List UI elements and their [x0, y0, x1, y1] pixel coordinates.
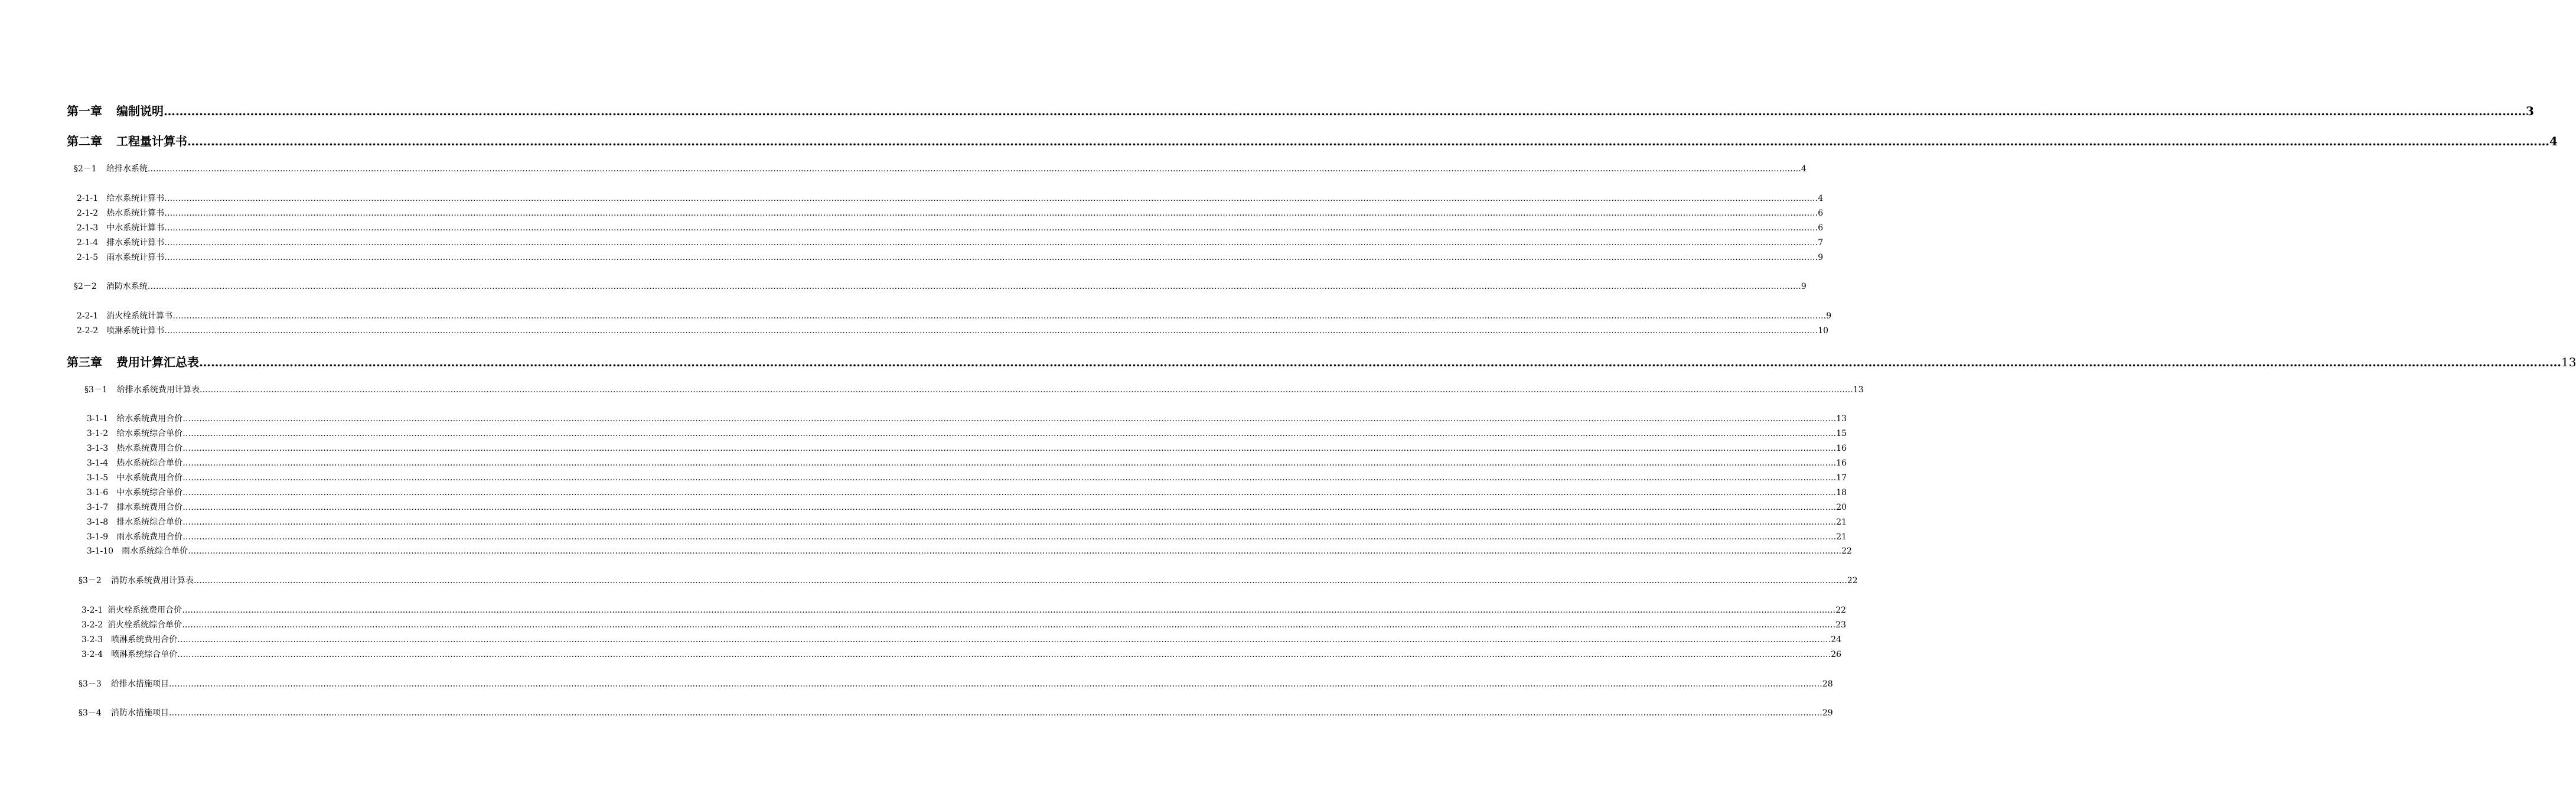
toc-item-3-1-7[interactable] — [87, 501, 1847, 513]
toc-label — [87, 545, 188, 557]
toc-label — [77, 192, 164, 204]
dot-leader: …………………………………………………………………………………………………………………………………………………………………………………………………………………………………………………………………………………………………………………………………………………………………………………………………………………………………………………………………………………………………………………………………………………… — [164, 253, 1818, 262]
item-title: 排水系统费用合价 — [116, 503, 183, 512]
toc-label — [74, 280, 148, 292]
page-number: 23 — [1835, 620, 1847, 630]
item-number: 2-1-1 — [77, 194, 99, 203]
toc-label — [77, 236, 164, 248]
dot-leader: …………………………………………………………………………………………………………………………………………………………………………………………………………………………………………………………………………………………………………………………………………………………………………………………………………………………………………………………………………………………………………………………………………………… — [182, 473, 1837, 483]
toc-item-2-2-2[interactable] — [77, 324, 1829, 336]
section-number: §3－2 — [79, 576, 102, 585]
section-number: §2－1 — [74, 164, 97, 174]
dot-leader: …………………………………………………………………………………………………………………………………………………………………………………………………………………………………………………………………………………………………………………………………………………………………………………………………………………………………………………………………………………………………………………………………………………… — [147, 164, 1801, 174]
toc-label — [81, 648, 177, 660]
dot-leader: …………………………………………………………………………………………………………………………………………………………………………………………………………………………………………………………………………………………………………………………………………………………………………………………………………………………………………………………………………………………………………………………………………………… — [182, 429, 1837, 438]
page-number: 22 — [1835, 606, 1847, 615]
item-number: 3-2-4 — [81, 650, 103, 659]
toc-label — [77, 251, 164, 263]
section-title: 给排水系统 — [106, 164, 148, 174]
toc-section-2-1[interactable] — [74, 162, 1807, 174]
item-title: 雨水系统费用合价 — [116, 532, 183, 542]
item-title: 给水系统综合单价 — [116, 429, 183, 438]
toc-item-2-1-3[interactable] — [77, 222, 1824, 233]
page-number: 4 — [2549, 134, 2558, 148]
toc-item-3-2-2[interactable] — [81, 619, 1847, 630]
toc-item-3-2-4[interactable] — [81, 648, 1842, 660]
section-title: 消防水系统 — [106, 282, 148, 291]
item-title: 喷淋系统计算书 — [106, 326, 165, 336]
item-number: 3-2-2 — [81, 620, 103, 630]
dot-leader: …………………………………………………………………………………………………………………………………………………………………………………………………………………………………………………………………………………………………………………………………………………………………………………………………………………………………………………………………………………………………………………………………………………… — [164, 194, 1818, 203]
dot-leader: …………………………………………………………………………………………………………………………………………………………………………………………………………………………………………………………………………………………………………………………………………………………………………………………………………………………………………………………………………………………………………………………………………………… — [164, 326, 1818, 336]
item-number: 2-2-1 — [77, 311, 99, 321]
page-number: 17 — [1836, 473, 1847, 483]
page-number: 15 — [1836, 429, 1847, 438]
toc-label — [81, 604, 182, 616]
chapter-number: 第二章 — [67, 134, 102, 148]
chapter-title: 工程量计算书 — [116, 134, 187, 148]
toc-label — [79, 678, 169, 689]
toc-item-3-2-3[interactable] — [81, 633, 1842, 645]
item-title: 给水系统计算书 — [106, 194, 165, 203]
dot-leader: …………………………………………………………………………………………………………………………………………………………………………………………………………………………………………………………………………………………………………………………………………………………………………………………………………………………………………………………………………………………………………………………………………………… — [182, 503, 1837, 512]
page-number: 13 — [1853, 385, 1864, 395]
page-number: 4 — [1801, 164, 1807, 174]
dot-leader: …………………………………………………………………………………………………………………………………………………………………………………………………………………………………………………………………………………………………………………………………………………………………………………………………………………………………………………………………………………………………………………………………………………… — [193, 576, 1847, 585]
item-title: 热水系统费用合价 — [116, 444, 183, 453]
toc-label — [77, 324, 164, 336]
item-title: 消火栓系统费用合价 — [107, 606, 182, 615]
dot-leader: …………………………………………………………………………………………………………………………………………………………………………………………………………………………………………………………………………………………………………………………………………………………………………………………………………………………………………………………………………………………………………………………………………………… — [182, 620, 1836, 630]
dot-leader: …………………………………………………………………………………………………………………………………………………………………………………………………………………………………………………………………………………………………………………………………………………………………………………………………………………………………………………………………………………………………………………………………………………… — [182, 444, 1837, 453]
toc-label — [81, 633, 177, 645]
dot-leader: …………………………………………………………………………………………………………………………………………………………………………………………………………………………………………………………………………………………………………………………………………………………………………………………………………………………………………………………………………………………………………………………………………………… — [172, 311, 1827, 321]
toc-label — [77, 207, 164, 219]
toc-label — [87, 486, 182, 498]
dot-leader: …………………………………………………………………………………………………………………………………………………………………………………………………………………………………………………………………………………………………………………………………………………………………………………………………………………………………………………………………………………………………………………………………………………… — [164, 238, 1818, 248]
page-number: 6 — [1818, 223, 1824, 233]
toc-label — [87, 531, 182, 542]
dot-leader: …………………………………………………………………………………………………………………………………………………………………………………………………………………………………………………………………………………………………………………………………………………………………………………………………………………………………………………………………………………………………………………………………………………… — [168, 679, 1822, 689]
item-title: 中水系统计算书 — [106, 223, 165, 233]
toc-label — [87, 471, 182, 483]
page-number: 20 — [1836, 503, 1847, 512]
item-number: 2-1-2 — [77, 209, 99, 218]
toc-label — [84, 383, 200, 395]
page-number: 13 — [1836, 414, 1847, 424]
dot-leader: …………………………………………………………………………………………………………………………………………………………………………………………………………………………………………………………………………………………………………………………………………………………………………………………………………………………………………………………………………………………………………………………………………………… — [182, 458, 1837, 468]
dot-leader: …………………………………………………………………………………………………………………………………………………………………………………………………………………………………………………………………………………………………………………………………………………………………………………………………………………………………………………………………………………………………………………………………………………… — [182, 488, 1837, 497]
section-number: §2－2 — [74, 282, 97, 291]
chapter-number: 第三章 — [67, 355, 102, 369]
section-number: §3－3 — [79, 679, 102, 689]
item-title: 喷淋系统费用合价 — [111, 635, 178, 645]
item-number: 3-1-5 — [87, 473, 109, 483]
toc-item-3-1-2[interactable] — [87, 427, 1847, 439]
item-title: 给水系统费用合价 — [116, 414, 183, 424]
toc-label — [81, 619, 182, 630]
chapter-number: 第一章 — [67, 104, 102, 118]
chapter-title: 费用计算汇总表 — [116, 355, 199, 369]
item-title: 中水系统费用合价 — [116, 473, 183, 483]
toc-chapter-3[interactable] — [67, 353, 2576, 369]
page-number: 26 — [1831, 650, 1842, 659]
toc-item-3-1-6[interactable] — [87, 486, 1847, 498]
item-title: 雨水系统综合单价 — [122, 546, 188, 556]
page-number: 9 — [1826, 311, 1832, 321]
dot-leader: …………………………………………………………………………………………………………………………………………………………………………………………………………………………………………………………………………………………………………………………………………………………………………………………………………………………………………………………………………………………………………………………………………………… — [188, 546, 1842, 556]
toc-label — [87, 442, 182, 454]
dot-leader: …………………………………………………………………………………………………………………………………………………………………………………………………………………………………………………………………………………………………………………………………………………………………………………………………………………………………………………………………………………………………………………………………………………… — [164, 104, 2526, 118]
page-number: 18 — [1836, 488, 1847, 497]
toc-item-3-1-8[interactable] — [87, 516, 1847, 528]
toc-item-3-1-4[interactable] — [87, 457, 1847, 468]
toc-chapter-1[interactable] — [67, 102, 2534, 118]
section-number: §3－1 — [84, 385, 107, 395]
toc-item-3-1-3[interactable] — [87, 442, 1847, 454]
item-number: 3-1-3 — [87, 444, 109, 453]
item-title: 热水系统综合单价 — [116, 458, 183, 468]
page-number: 21 — [1836, 518, 1847, 527]
toc-section-3-3[interactable] — [79, 678, 1833, 689]
dot-leader: …………………………………………………………………………………………………………………………………………………………………………………………………………………………………………………………………………………………………………………………………………………………………………………………………………………………………………………………………………………………………………………………………………………… — [199, 355, 2561, 369]
section-title: 消防水措施项目 — [110, 708, 169, 718]
toc-chapter-2[interactable] — [67, 132, 2558, 148]
page-number: 28 — [1822, 679, 1833, 689]
toc-label — [87, 427, 182, 439]
toc-item-2-2-1[interactable] — [77, 310, 1832, 321]
page-number: 21 — [1836, 532, 1847, 542]
dot-leader: …………………………………………………………………………………………………………………………………………………………………………………………………………………………………………………………………………………………………………………………………………………………………………………………………………………………………………………………………………………………………………………………………………………… — [182, 532, 1837, 542]
item-number: 3-2-1 — [81, 606, 103, 615]
page-number: 29 — [1822, 708, 1833, 718]
toc-section-2-2[interactable] — [74, 280, 1807, 292]
chapter-title: 编制说明 — [116, 104, 164, 118]
page-number: 24 — [1831, 635, 1842, 645]
page-number: 9 — [1801, 282, 1807, 291]
section-title: 给排水措施项目 — [110, 679, 169, 689]
page-number: 13 — [2561, 355, 2576, 369]
page-number: 7 — [1818, 238, 1824, 248]
toc-item-2-1-5[interactable] — [77, 251, 1824, 263]
toc-section-3-1[interactable] — [84, 383, 1864, 395]
toc-item-3-2-1[interactable] — [81, 604, 1847, 616]
toc-item-3-1-5[interactable] — [87, 471, 1847, 483]
toc-label — [87, 501, 182, 513]
item-title: 消火栓系统综合单价 — [107, 620, 182, 630]
item-number: 3-1-8 — [87, 518, 109, 527]
item-title: 消火栓系统计算书 — [106, 311, 173, 321]
toc-item-3-1-1[interactable] — [87, 412, 1847, 424]
dot-leader: …………………………………………………………………………………………………………………………………………………………………………………………………………………………………………………………………………………………………………………………………………………………………………………………………………………………………………………………………………………………………………………………………………………… — [164, 209, 1818, 218]
page-number: 16 — [1836, 458, 1847, 468]
item-number: 3-2-3 — [81, 635, 103, 645]
dot-leader: …………………………………………………………………………………………………………………………………………………………………………………………………………………………………………………………………………………………………………………………………………………………………………………………………………………………………………………………………………………………………………………………………………………… — [177, 650, 1831, 659]
dot-leader: …………………………………………………………………………………………………………………………………………………………………………………………………………………………………………………………………………………………………………………………………………………………………………………………………………………………………………………………………………………………………………………………………………………… — [164, 223, 1818, 233]
item-number: 3-1-2 — [87, 429, 109, 438]
page-number: 6 — [1818, 209, 1824, 218]
page-number: 10 — [1818, 326, 1829, 336]
toc-item-2-1-4[interactable] — [77, 236, 1824, 248]
item-number: 3-1-7 — [87, 503, 109, 512]
toc-item-2-1-2[interactable] — [77, 207, 1824, 219]
page-number: 9 — [1818, 253, 1824, 262]
page-number: 4 — [1818, 194, 1824, 203]
item-title: 中水系统综合单价 — [116, 488, 183, 497]
toc-label — [77, 310, 172, 321]
toc-label — [87, 412, 182, 424]
page-number: 16 — [1836, 444, 1847, 453]
toc-item-3-1-10[interactable] — [87, 545, 1852, 557]
item-number: 2-2-2 — [77, 326, 99, 336]
page-number: 22 — [1841, 546, 1852, 556]
dot-leader: …………………………………………………………………………………………………………………………………………………………………………………………………………………………………………………………………………………………………………………………………………………………………………………………………………………………………………………………………………………………………………………………………………………… — [168, 708, 1822, 718]
item-number: 3-1-6 — [87, 488, 109, 497]
item-title: 排水系统计算书 — [106, 238, 165, 248]
toc-label — [67, 132, 187, 149]
item-title: 热水系统计算书 — [106, 209, 165, 218]
toc-label — [79, 574, 194, 586]
item-title: 喷淋系统综合单价 — [111, 650, 178, 659]
toc-section-3-4[interactable] — [79, 707, 1833, 718]
dot-leader: …………………………………………………………………………………………………………………………………………………………………………………………………………………………………………………………………………………………………………………………………………………………………………………………………………………………………………………………………………………………………………………………………………………… — [187, 134, 2549, 148]
section-number: §3－4 — [79, 708, 102, 718]
toc-label — [67, 102, 164, 119]
item-number: 2-1-4 — [77, 238, 99, 248]
item-number: 3-1-9 — [87, 532, 109, 542]
toc-label — [87, 457, 182, 468]
dot-leader: …………………………………………………………………………………………………………………………………………………………………………………………………………………………………………………………………………………………………………………………………………………………………………………………………………………………………………………………………………………………………………………………………………………… — [182, 518, 1837, 527]
page-number: 22 — [1847, 576, 1858, 585]
dot-leader: …………………………………………………………………………………………………………………………………………………………………………………………………………………………………………………………………………………………………………………………………………………………………………………………………………………………………………………………………………………………………………………………………………………… — [177, 635, 1831, 645]
section-title: 消防水系统费用计算表 — [110, 576, 194, 585]
dot-leader: …………………………………………………………………………………………………………………………………………………………………………………………………………………………………………………………………………………………………………………………………………………………………………………………………………………………………………………………………………………………………………………………………………………… — [147, 282, 1801, 291]
item-title: 雨水系统计算书 — [106, 253, 165, 262]
item-number: 3-1-4 — [87, 458, 109, 468]
item-number: 3-1-10 — [87, 546, 114, 556]
toc-label — [79, 707, 169, 718]
toc-label — [87, 516, 182, 528]
dot-leader: …………………………………………………………………………………………………………………………………………………………………………………………………………………………………………………………………………………………………………………………………………………………………………………………………………………………………………………………………………………………………………………………………………………… — [182, 606, 1836, 615]
toc-item-2-1-1[interactable] — [77, 192, 1824, 204]
toc-item-3-1-9[interactable] — [87, 531, 1847, 542]
item-title: 排水系统综合单价 — [116, 518, 183, 527]
section-title: 给排水系统费用计算表 — [116, 385, 200, 395]
item-number: 3-1-1 — [87, 414, 109, 424]
dot-leader: …………………………………………………………………………………………………………………………………………………………………………………………………………………………………………………………………………………………………………………………………………………………………………………………………………………………………………………………………………………………………………………………………………………… — [182, 414, 1837, 424]
item-number: 2-1-5 — [77, 253, 99, 262]
page-number: 3 — [2526, 104, 2534, 118]
dot-leader: …………………………………………………………………………………………………………………………………………………………………………………………………………………………………………………………………………………………………………………………………………………………………………………………………………………………………………………………………………………………………………………………………………………… — [199, 385, 1853, 395]
toc-label — [74, 162, 148, 174]
toc-label — [67, 353, 199, 370]
item-number: 2-1-3 — [77, 223, 99, 233]
toc-label — [77, 222, 164, 233]
toc-section-3-2[interactable] — [79, 574, 1858, 586]
